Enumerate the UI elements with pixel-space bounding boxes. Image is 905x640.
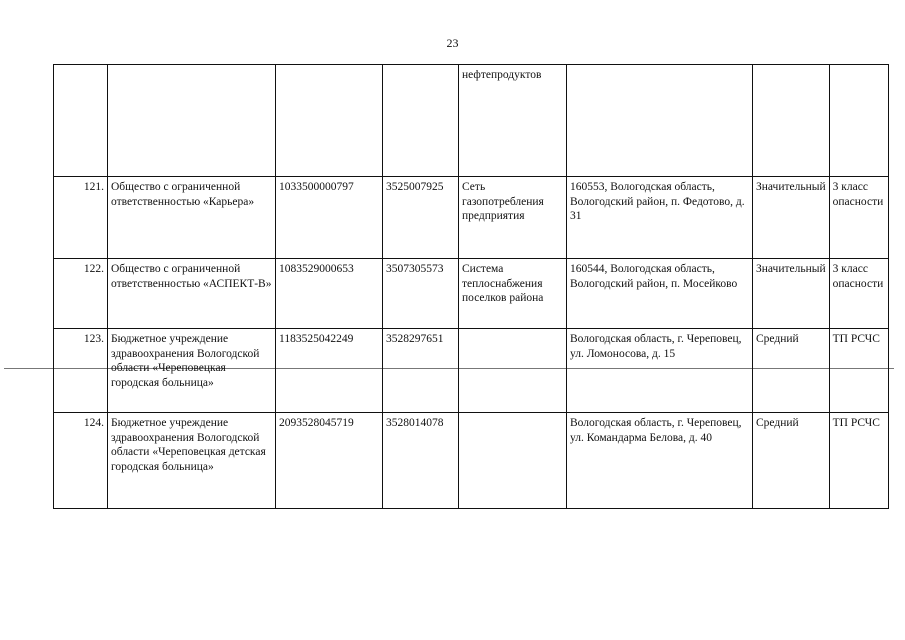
cell-category: Средний xyxy=(753,329,830,413)
cell-address: Вологодская область, г. Череповец, ул. Ломоносова, д. 15 xyxy=(567,329,753,413)
cell-ogrn: 1033500000797 xyxy=(276,177,383,259)
cell-address: 160544, Вологодская область, Вологодский район, п. Мосейково xyxy=(567,259,753,329)
cell-name xyxy=(108,65,276,177)
cell-inn xyxy=(383,65,459,177)
cell-inn: 3528014078 xyxy=(383,413,459,509)
cell-num: 124. xyxy=(54,413,108,509)
cell-category: Значительный xyxy=(753,177,830,259)
cell-inn: 3525007925 xyxy=(383,177,459,259)
cell-address: Вологодская область, г. Череповец, ул. Командарма Белова, д. 40 xyxy=(567,413,753,509)
table-row xyxy=(54,413,889,509)
table-row-continuation xyxy=(54,65,889,177)
cell-address xyxy=(567,65,753,177)
cell-num xyxy=(54,65,108,177)
cell-num: 122. xyxy=(54,259,108,329)
cell-category: Средний xyxy=(753,413,830,509)
cell-hazard: 3 класс опасности xyxy=(829,259,888,329)
cell-inn: 3507305573 xyxy=(383,259,459,329)
cell-object: Сеть газопотребления предприятия xyxy=(459,177,567,259)
cell-object xyxy=(459,329,567,413)
cell-category: Значительный xyxy=(753,259,830,329)
cell-ogrn: 1083529000653 xyxy=(276,259,383,329)
cell-inn: 3528297651 xyxy=(383,329,459,413)
cell-num: 123. xyxy=(54,329,108,413)
cell-object: Система теплоснабжения поселков района xyxy=(459,259,567,329)
table-row xyxy=(54,259,889,329)
cell-object xyxy=(459,413,567,509)
cell-ogrn: 2093528045719 xyxy=(276,413,383,509)
cell-category xyxy=(753,65,830,177)
cell-name: Общество с ограниченной ответственностью «Карьера» xyxy=(108,177,276,259)
cell-hazard: ТП РСЧС xyxy=(829,413,888,509)
page-number: 23 xyxy=(446,36,459,50)
table-row xyxy=(54,329,889,413)
cell-hazard: ТП РСЧС xyxy=(829,329,888,413)
cell-name: Бюджетное учреждение здравоохранения Вологодской области «Череповецкая детская городская больница» xyxy=(108,413,276,509)
registry-table xyxy=(53,64,889,509)
cell-num: 121. xyxy=(54,177,108,259)
cell-name: Общество с ограниченной ответственностью «АСПЕКТ-В» xyxy=(108,259,276,329)
table-row xyxy=(54,177,889,259)
cell-object: нефтепродуктов xyxy=(459,65,567,177)
cell-ogrn xyxy=(276,65,383,177)
cell-hazard: 3 класс опасности xyxy=(829,177,888,259)
cell-name: Бюджетное учреждение здравоохранения Вологодской области «Череповецкая городская больница» xyxy=(108,329,276,413)
cell-address: 160553, Вологодская область, Вологодский район, п. Федотово, д. 31 xyxy=(567,177,753,259)
cell-ogrn: 1183525042249 xyxy=(276,329,383,413)
cell-hazard xyxy=(829,65,888,177)
